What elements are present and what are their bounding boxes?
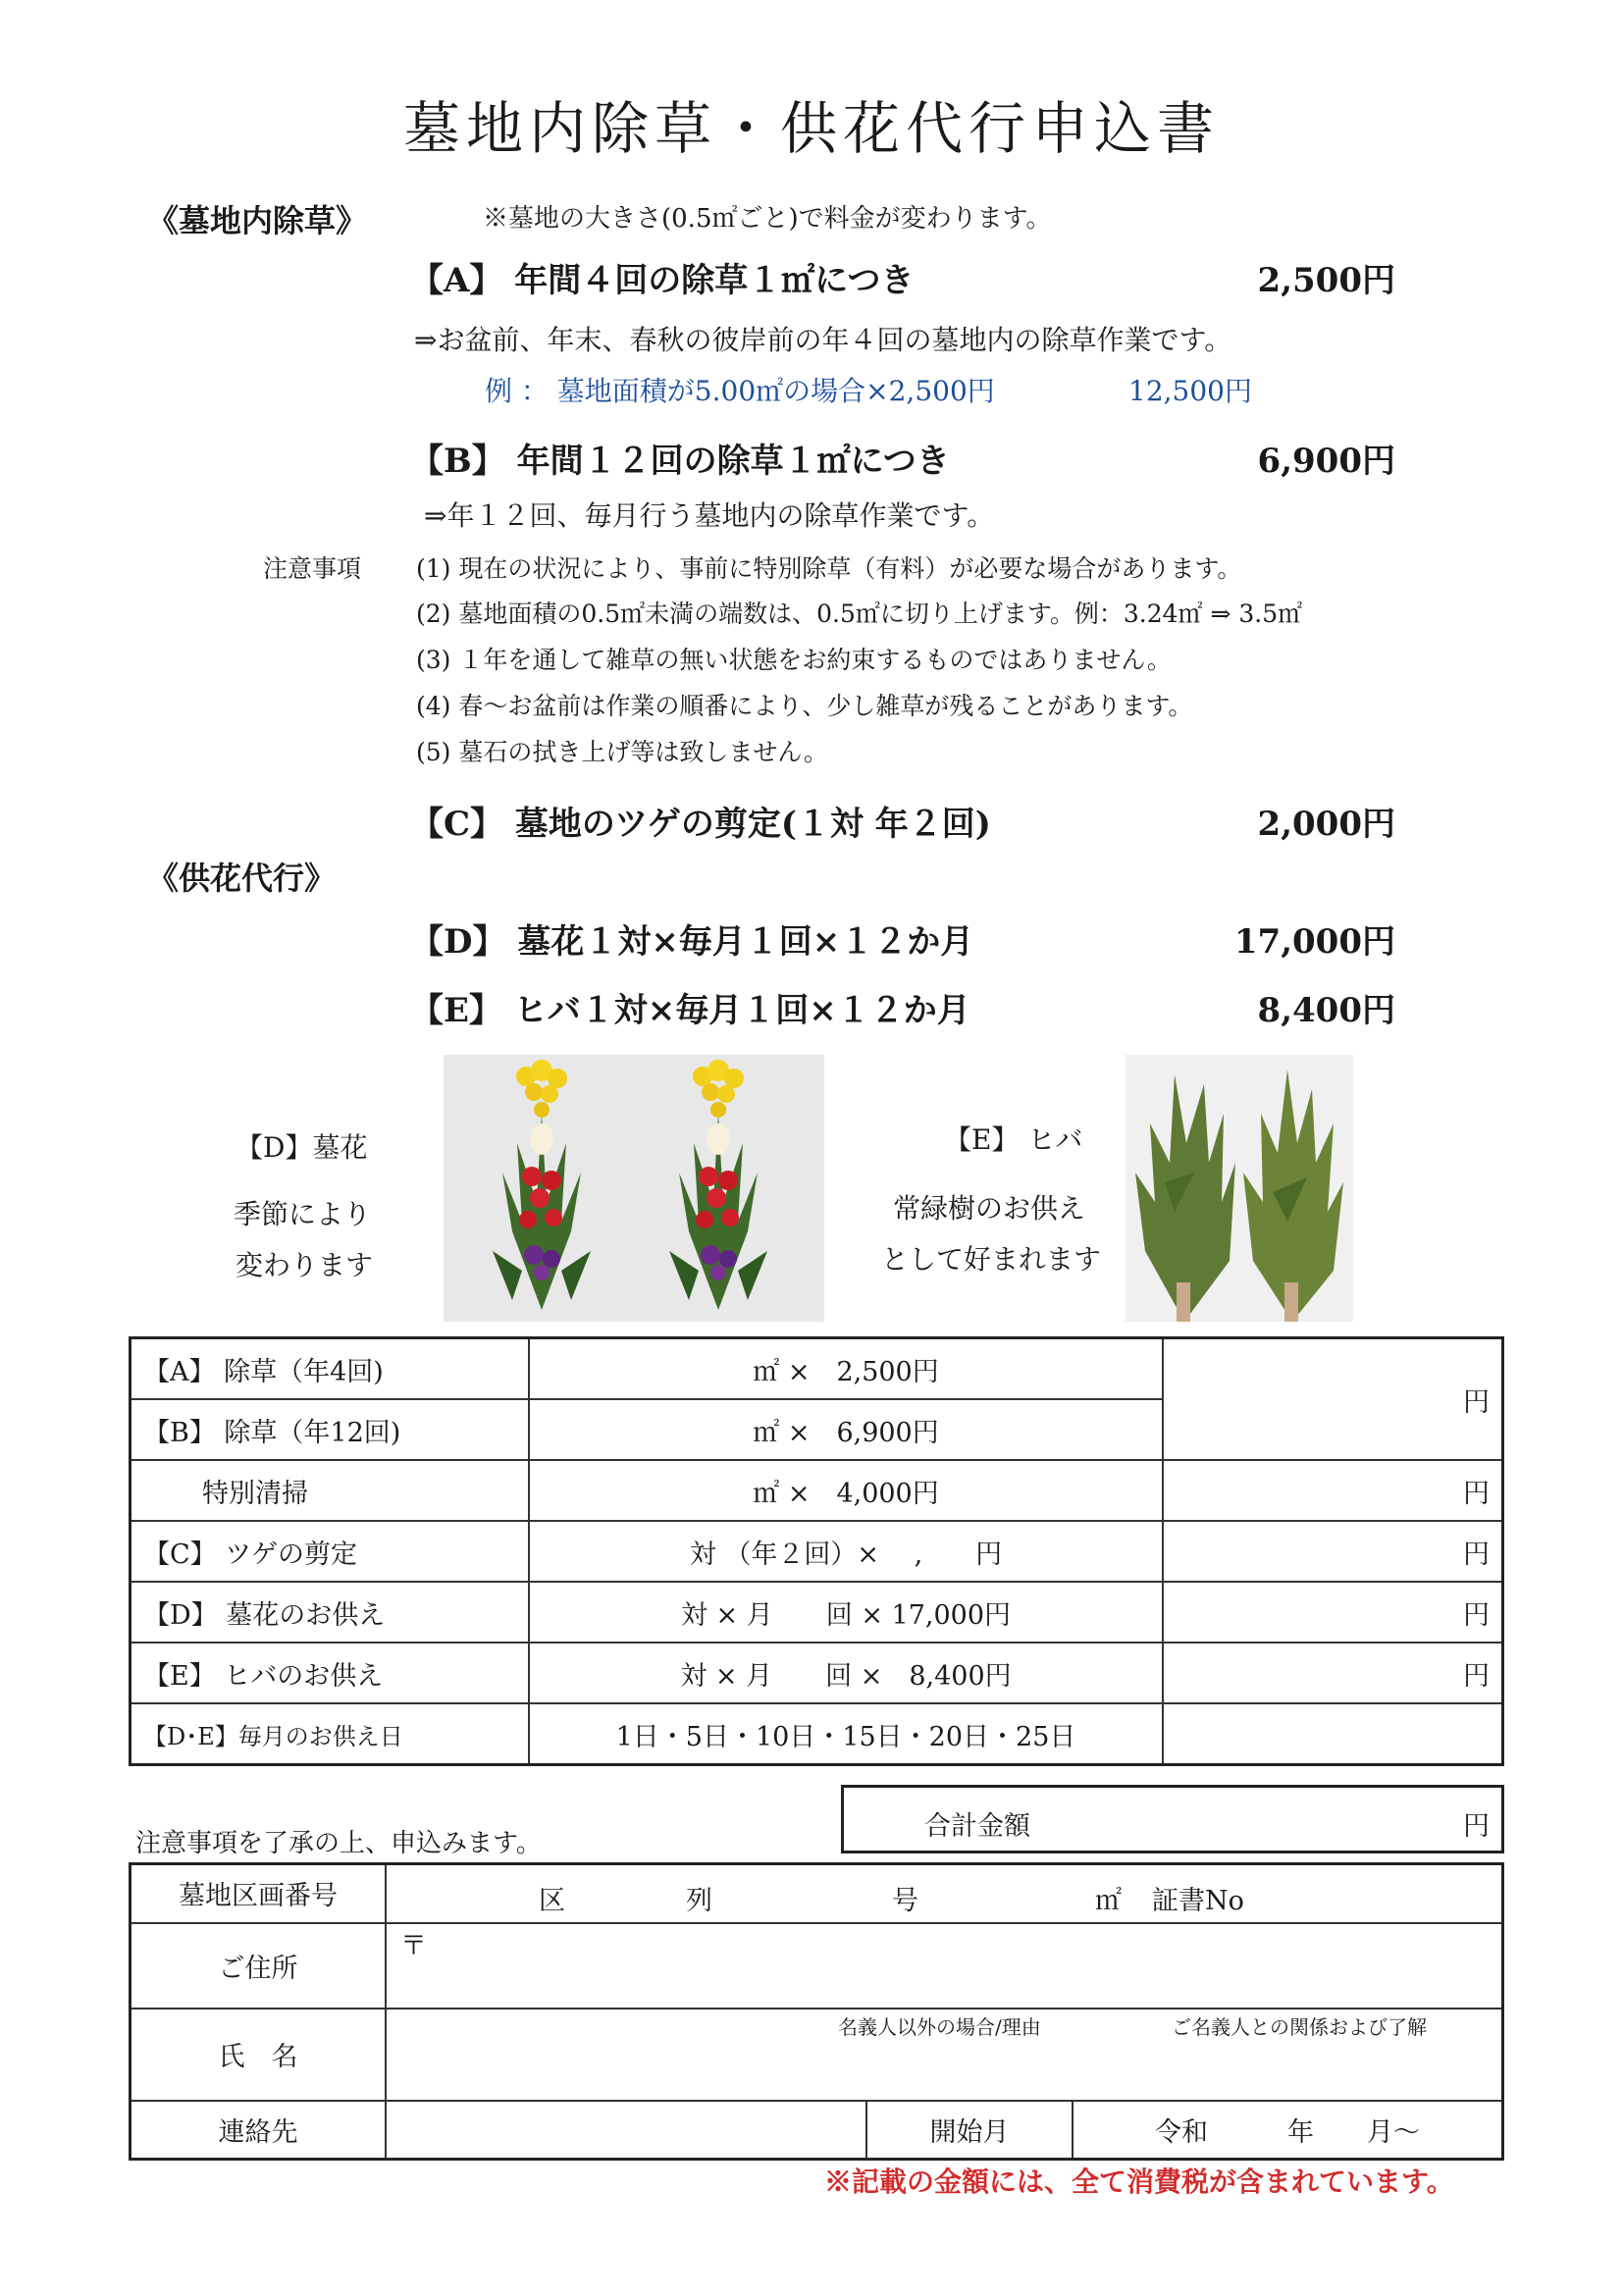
contact-field[interactable] [386, 2101, 866, 2160]
flowers-heading: 《供花代行》 [147, 860, 337, 897]
plot-block: 区 [539, 1886, 565, 1916]
table-row [131, 2101, 1503, 2160]
plot-number: 号 [892, 1886, 918, 1916]
name-note-relation: ご名義人との関係および了解 [1172, 2014, 1427, 2039]
note-item: (3) １年を通して雑草の無い状態をお約束するものではありません。 [416, 646, 1172, 674]
contact-label: 連絡先 [131, 2101, 387, 2160]
plan-a-price: 2,500円 [1257, 261, 1395, 300]
name-field[interactable] [386, 2009, 1503, 2101]
start-month-field[interactable]: 令和 年 月～ [1073, 2101, 1503, 2160]
application-table [129, 1862, 1504, 2161]
weeding-size-note: ※墓地の大きさ(0.5㎡ごと)で料金が変わります。 [483, 204, 1052, 234]
postal-mark: 〒 [400, 1930, 427, 1961]
table-row [131, 1582, 1503, 1643]
name-label: 氏 名 [131, 2009, 387, 2101]
row-label: 【C】 ツゲの剪定 [131, 1521, 530, 1582]
plan-a-description: ⇒お盆前、年末、春秋の彼岸前の年４回の墓地内の除草作業です。 [414, 324, 1232, 356]
photo-e-caption: として好まれます [881, 1243, 1102, 1276]
plan-d-label: 【D】 墓花１対×毎月１回×１２か月 [410, 922, 974, 962]
ab-amount-field[interactable]: 円 [1163, 1338, 1503, 1461]
page-title: 墓地内除草・供花代行申込書 [402, 95, 1220, 162]
weeding-heading: 《墓地内除草》 [147, 202, 368, 239]
photo-e-title: 【E】 ヒバ [944, 1123, 1083, 1156]
table-row [131, 1338, 1503, 1400]
plan-a-example-total: 12,500円 [1128, 375, 1252, 407]
row-formula[interactable]: 対 （年２回）× , 円 [529, 1521, 1163, 1582]
plot-row: 列 [686, 1886, 712, 1916]
address-field[interactable] [386, 1923, 1503, 2009]
row-formula[interactable]: 対 × 月 回 × 17,000円 [529, 1582, 1163, 1643]
plan-d-price: 17,000円 [1233, 922, 1395, 962]
row-label: 【A】 除草（年4回) [131, 1338, 530, 1400]
row-label: 【E】 ヒバのお供え [131, 1643, 530, 1703]
start-month-label: 開始月 [866, 2101, 1073, 2160]
note-item: (1) 現在の状況により、事前に特別除草（有料）が必要な場合があります。 [416, 554, 1242, 583]
total-amount-box[interactable] [841, 1785, 1504, 1853]
plan-a-example: 例 ： 墓地面積が5.00㎡の場合×2,500円 [485, 375, 995, 407]
table-row [131, 1923, 1503, 2009]
plot-number-field[interactable] [386, 1864, 1503, 1923]
row-label: 【D】 墓花のお供え [131, 1582, 530, 1643]
table-row [131, 1521, 1503, 1582]
plan-c-price: 2,000円 [1257, 805, 1395, 844]
hiba-photo [1126, 1055, 1353, 1322]
plan-e-price: 8,400円 [1257, 991, 1395, 1030]
note-item: (2) 墓地面積の0.5㎡未満の端数は、0.5㎡に切り上げます。例：3.24㎡ ⇒ 3.5㎡ [416, 600, 1303, 628]
plan-e-label: 【E】 ヒバ１対×毎月１回×１２か月 [410, 991, 970, 1030]
certificate-no: 証書No [1152, 1886, 1244, 1916]
table-row [131, 1864, 1503, 1923]
total-label: 合計金額 [924, 1811, 1030, 1842]
plot-area-unit: ㎡ [1095, 1886, 1122, 1916]
bouquet-photo [444, 1055, 824, 1322]
row-amount-field[interactable]: 円 [1163, 1643, 1503, 1703]
offering-days[interactable]: 1日・5日・10日・15日・20日・25日 [529, 1703, 1163, 1765]
photo-d-caption: 季節により [234, 1198, 372, 1230]
row-formula[interactable]: ㎡ × 6,900円 [529, 1399, 1163, 1460]
address-label: ご住所 [131, 1923, 387, 2009]
plan-b-label: 【B】 年間１２回の除草１㎡につき [410, 442, 950, 481]
note-item: (4) 春～お盆前は作業の順番により、少し雑草が残ることがあります。 [416, 692, 1193, 720]
note-item: (5) 墓石の拭き上げ等は致しません。 [416, 738, 828, 766]
row-formula[interactable]: 対 × 月 回 × 8,400円 [529, 1643, 1163, 1703]
total-unit: 円 [1463, 1811, 1490, 1842]
photo-e-caption: 常緑樹のお供え [893, 1192, 1086, 1225]
row-amount-field[interactable]: 円 [1163, 1460, 1503, 1521]
row-amount-field[interactable]: 円 [1163, 1521, 1503, 1582]
plan-b-price: 6,900円 [1257, 442, 1395, 481]
notes-heading: 注意事項 [263, 554, 362, 583]
plot-label: 墓地区画番号 [131, 1864, 387, 1923]
row-label: 【D･E】毎月のお供え日 [131, 1703, 530, 1765]
plan-a-label: 【A】 年間４回の除草１㎡につき [410, 261, 915, 300]
row-label: 特別清掃 [131, 1460, 530, 1521]
table-row [131, 1703, 1503, 1765]
plan-c-label: 【C】 墓地のツゲの剪定(１対 年２回) [410, 805, 991, 844]
row-amount-field [1163, 1703, 1503, 1765]
plan-b-description: ⇒年１２回、毎月行う墓地内の除草作業です。 [424, 499, 995, 532]
agreement-text: 注意事項を了承の上、申込みます。 [135, 1829, 542, 1858]
name-note-reason: 名義人以外の場合/理由 [838, 2014, 1041, 2039]
table-row [131, 1643, 1503, 1703]
row-formula[interactable]: ㎡ × 2,500円 [529, 1338, 1163, 1400]
fee-table [129, 1336, 1504, 1766]
row-amount-field[interactable]: 円 [1163, 1582, 1503, 1643]
photo-d-caption: 変わります [236, 1249, 374, 1281]
tax-note: ※記載の金額には、全て消費税が含まれています。 [824, 2166, 1454, 2198]
table-row [131, 1460, 1503, 1521]
row-label: 【B】 除草（年12回) [131, 1399, 530, 1460]
photo-d-title: 【D】墓花 [236, 1131, 368, 1164]
row-formula[interactable]: ㎡ × 4,000円 [529, 1460, 1163, 1521]
table-row [131, 2009, 1503, 2101]
